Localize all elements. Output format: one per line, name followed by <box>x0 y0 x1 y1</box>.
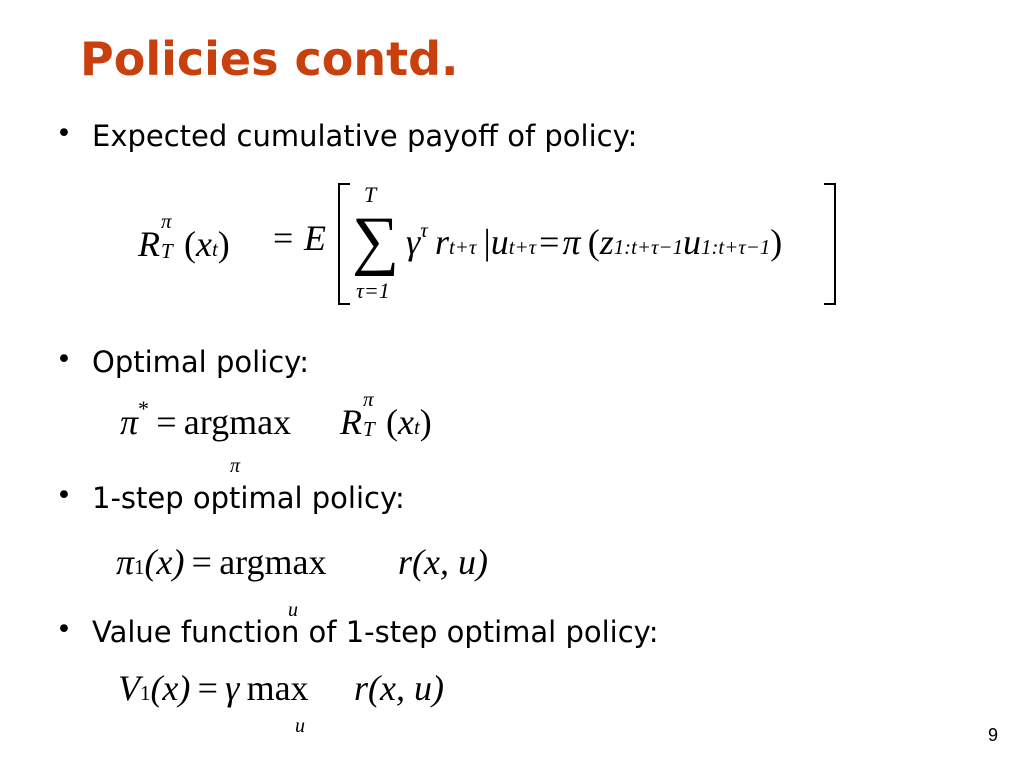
bullet-text: 1-step optimal policy: <box>92 481 405 515</box>
bullet-value-function <box>56 616 658 647</box>
bullet-text: Expected cumulative payoff of policy: <box>92 119 638 153</box>
bullet-marker: • <box>56 118 72 149</box>
eq3-rhs: r(x, u) <box>398 542 488 582</box>
eq2-lhs: π* = argmax <box>120 396 292 442</box>
bullet-optimal-policy <box>56 346 309 377</box>
eq4-max-subscript: u <box>295 715 305 737</box>
bullet-marker: • <box>56 344 72 375</box>
eq1-sum-sign: ∑ <box>352 204 400 277</box>
eq2-argmax-subscript: π <box>230 455 241 477</box>
eq1-equals: = <box>273 218 294 258</box>
slide-title: Policies contd. <box>80 32 459 86</box>
bullet-marker: • <box>56 614 72 645</box>
eq1-left-bracket <box>336 182 352 306</box>
eq4-rhs: r(x, u) <box>354 668 444 708</box>
bullet-text: Value function of 1-step optimal policy: <box>92 615 659 649</box>
eq1-lhs: R π T (xt) <box>138 209 230 264</box>
eq1-summand: $\gamma^\tau$ rt+τ |ut+τ = π (z1:t+τ−1u1:t+τ−1) <box>406 218 783 262</box>
eq1-right-bracket <box>822 182 838 306</box>
eq3-argmax-subscript: u <box>288 599 298 621</box>
eq2-rhs: R π T (xt) <box>340 387 432 442</box>
eq3-lhs: π1(x) = argmax <box>116 542 327 582</box>
eq1-expectation: E <box>304 218 326 258</box>
page-number: 9 <box>987 725 998 745</box>
eq4-lhs: V1(x) = γ max <box>118 668 309 708</box>
bullet-marker: • <box>56 480 72 511</box>
bullet-text: Optimal policy: <box>92 345 309 379</box>
bullet-expected-payoff <box>56 120 637 151</box>
eq1-sum-lower: τ=1 <box>356 278 390 303</box>
bullet-one-step-policy <box>56 482 405 513</box>
eq1-sum-upper: T <box>364 182 377 207</box>
